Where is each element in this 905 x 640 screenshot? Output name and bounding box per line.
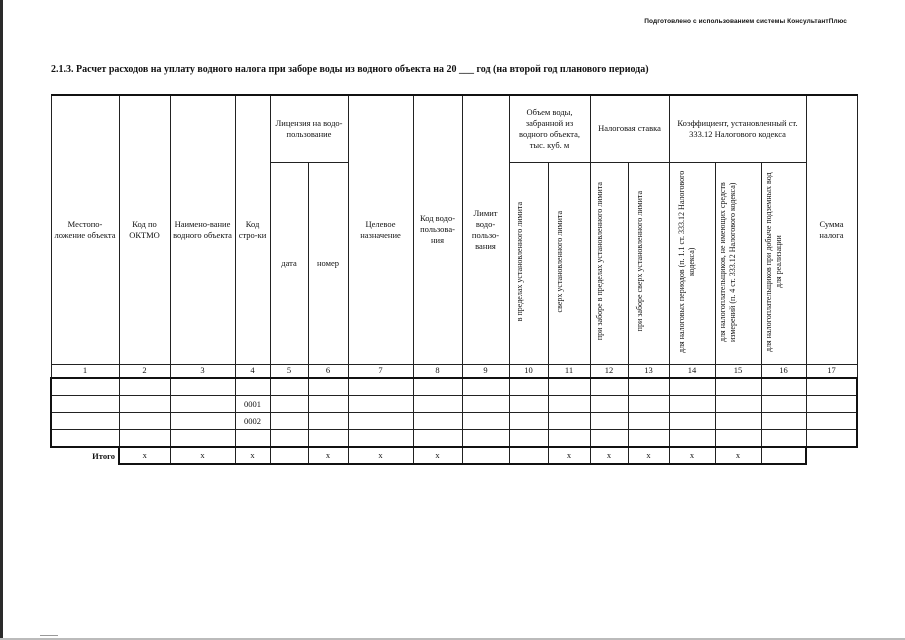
tax-calculation-table	[50, 94, 858, 465]
table-cell[interactable]	[669, 396, 715, 413]
table-cell[interactable]	[669, 378, 715, 396]
total-cell: x	[628, 447, 669, 464]
header-usage-limit: Лимит водо-пользо-вания	[462, 95, 509, 364]
table-cell[interactable]	[270, 430, 308, 448]
table-cell[interactable]	[51, 430, 119, 448]
row-code-cell	[235, 430, 270, 448]
total-cell: x	[348, 447, 413, 464]
table-cell[interactable]	[715, 378, 761, 396]
table-cell[interactable]	[509, 413, 548, 430]
table-row	[51, 378, 857, 396]
column-number: 9	[462, 364, 509, 378]
header-volume-over-limit	[548, 162, 590, 364]
total-cell[interactable]	[509, 447, 548, 464]
table-row	[51, 396, 857, 413]
column-number: 1	[51, 364, 119, 378]
table-cell[interactable]	[119, 378, 170, 396]
table-cell[interactable]	[715, 430, 761, 448]
header-volume-within-limit	[509, 162, 548, 364]
table-cell[interactable]	[669, 413, 715, 430]
header-rate-over-limit-text: при заборе сверх установленного лимита	[634, 191, 644, 332]
table-cell[interactable]	[170, 396, 235, 413]
table-cell[interactable]	[413, 396, 462, 413]
total-cell[interactable]	[270, 447, 308, 464]
column-number: 13	[628, 364, 669, 378]
header-volume-group: Объем воды, забранной из водного объекта, тыс. куб. м	[509, 95, 590, 162]
table-cell[interactable]	[413, 378, 462, 396]
table-cell[interactable]	[119, 430, 170, 448]
total-cell: x	[170, 447, 235, 464]
header-coef-groundwater-text: для налогоплательщиков при добыче подземных вод для реализации	[763, 171, 783, 352]
table-cell[interactable]	[462, 378, 509, 396]
row-code-cell: 0001	[235, 396, 270, 413]
table-cell[interactable]	[806, 396, 857, 413]
header-coef-periods-text: для налоговых периодов (п. 1.1 ст. 333.12 Налогового кодекса)	[677, 170, 696, 353]
table-cell[interactable]	[509, 378, 548, 396]
table-cell[interactable]	[348, 396, 413, 413]
table-cell[interactable]	[348, 430, 413, 448]
table-cell[interactable]	[761, 430, 806, 448]
header-coef-no-meters-text: для налогоплательщиков, не имеющих средств измерений (п. 4 ст. 333.12 Налогового кодекса)	[718, 181, 737, 342]
table-cell[interactable]	[590, 378, 628, 396]
header-coef-no-meters	[715, 162, 761, 364]
table-cell[interactable]	[669, 430, 715, 448]
header-rate-over-limit	[628, 162, 669, 364]
column-number: 16	[761, 364, 806, 378]
header-line-code: Код стро-ки	[235, 95, 270, 364]
table-cell[interactable]	[462, 430, 509, 448]
table-cell[interactable]	[548, 396, 590, 413]
table-cell[interactable]	[761, 396, 806, 413]
column-number: 12	[590, 364, 628, 378]
table-cell[interactable]	[628, 378, 669, 396]
table-cell[interactable]	[119, 396, 170, 413]
header-oktmo: Код по ОКТМО	[119, 95, 170, 364]
table-cell[interactable]	[548, 378, 590, 396]
table-cell[interactable]	[462, 396, 509, 413]
table-cell[interactable]	[509, 396, 548, 413]
header-rate-within-limit-text: при заборе в пределах установленного лимита	[595, 182, 604, 341]
header-volume-within-limit-text: в пределах установленного лимита	[514, 201, 524, 322]
table-cell[interactable]	[348, 413, 413, 430]
table-cell[interactable]	[413, 413, 462, 430]
table-row	[51, 430, 857, 448]
table-cell[interactable]	[590, 413, 628, 430]
header-license-date: дата	[270, 162, 308, 364]
table-cell[interactable]	[348, 378, 413, 396]
column-number: 10	[509, 364, 548, 378]
column-number: 7	[348, 364, 413, 378]
header-tax-amount: Сумма налога	[806, 95, 857, 364]
column-number: 4	[235, 364, 270, 378]
total-cell: x	[308, 447, 348, 464]
header-purpose: Целевое назначение	[348, 95, 413, 364]
total-cell: x	[413, 447, 462, 464]
section-title: 2.1.3. Расчет расходов на уплату водного налога при заборе воды из водного объекта на 20 ___ год (на второй год планового периода)	[51, 64, 649, 75]
scan-border	[0, 0, 3, 640]
table-cell[interactable]	[308, 378, 348, 396]
table-row	[51, 413, 857, 430]
column-number: 14	[669, 364, 715, 378]
table-cell[interactable]	[308, 396, 348, 413]
table-cell[interactable]	[270, 413, 308, 430]
header-usage-code: Код водо-пользова-ния	[413, 95, 462, 364]
total-label: Итого	[51, 447, 119, 464]
table-cell[interactable]	[715, 413, 761, 430]
total-cell: x	[548, 447, 590, 464]
table-cell[interactable]	[715, 396, 761, 413]
total-cell[interactable]	[761, 447, 806, 464]
scan-mark	[40, 635, 58, 636]
table-cell[interactable]	[548, 413, 590, 430]
column-number: 3	[170, 364, 235, 378]
table-cell[interactable]	[806, 413, 857, 430]
column-number: 6	[308, 364, 348, 378]
table-cell[interactable]	[308, 430, 348, 448]
table-cell[interactable]	[628, 430, 669, 448]
table-cell[interactable]	[119, 413, 170, 430]
table-cell[interactable]	[761, 413, 806, 430]
header-license-number: номер	[308, 162, 348, 364]
column-number: 11	[548, 364, 590, 378]
total-cell: x	[119, 447, 170, 464]
header-license-group: Лицензия на водо-пользование	[270, 95, 348, 162]
header-coef-groundwater	[761, 162, 806, 364]
header-rate-group: Налоговая ставка	[590, 95, 669, 162]
table-cell[interactable]	[628, 413, 669, 430]
header-water-body-name: Наимено-вание водного объекта	[170, 95, 235, 364]
header-location: Местопо-ложение объекта	[51, 95, 119, 364]
column-number: 2	[119, 364, 170, 378]
column-number: 8	[413, 364, 462, 378]
table-cell[interactable]	[51, 378, 119, 396]
row-code-cell: 0002	[235, 413, 270, 430]
header-coefficient-group: Коэффициент, установленный ст. 333.12 Налогового кодекса	[669, 95, 806, 162]
total-cell: x	[669, 447, 715, 464]
table-cell[interactable]	[51, 396, 119, 413]
table-cell[interactable]	[413, 430, 462, 448]
table-cell[interactable]	[806, 430, 857, 448]
total-cell[interactable]	[462, 447, 509, 464]
column-number: 5	[270, 364, 308, 378]
header-volume-over-limit-text: сверх установленного лимита	[555, 210, 564, 313]
table-cell[interactable]	[628, 396, 669, 413]
header-rate-within-limit	[590, 162, 628, 364]
table-cell[interactable]	[806, 378, 857, 396]
table-cell[interactable]	[51, 413, 119, 430]
column-number: 17	[806, 364, 857, 378]
table-cell[interactable]	[270, 378, 308, 396]
total-cell: x	[590, 447, 628, 464]
header-coef-periods	[669, 162, 715, 364]
table-cell[interactable]	[462, 413, 509, 430]
total-row	[51, 447, 857, 464]
column-numbers-row	[51, 364, 857, 378]
table-cell[interactable]	[270, 396, 308, 413]
table-cell[interactable]	[590, 430, 628, 448]
table-cell[interactable]	[170, 430, 235, 448]
column-number: 15	[715, 364, 761, 378]
table-cell[interactable]	[548, 430, 590, 448]
total-cell: x	[235, 447, 270, 464]
table-cell[interactable]	[761, 378, 806, 396]
table-cell[interactable]	[170, 413, 235, 430]
table-cell[interactable]	[308, 413, 348, 430]
header-note: Подготовлено с использованием системы КонсультантПлюс	[644, 18, 847, 25]
table-cell[interactable]	[509, 430, 548, 448]
row-code-cell	[235, 378, 270, 396]
total-cell: x	[715, 447, 761, 464]
table-cell[interactable]	[170, 378, 235, 396]
table-cell[interactable]	[590, 396, 628, 413]
